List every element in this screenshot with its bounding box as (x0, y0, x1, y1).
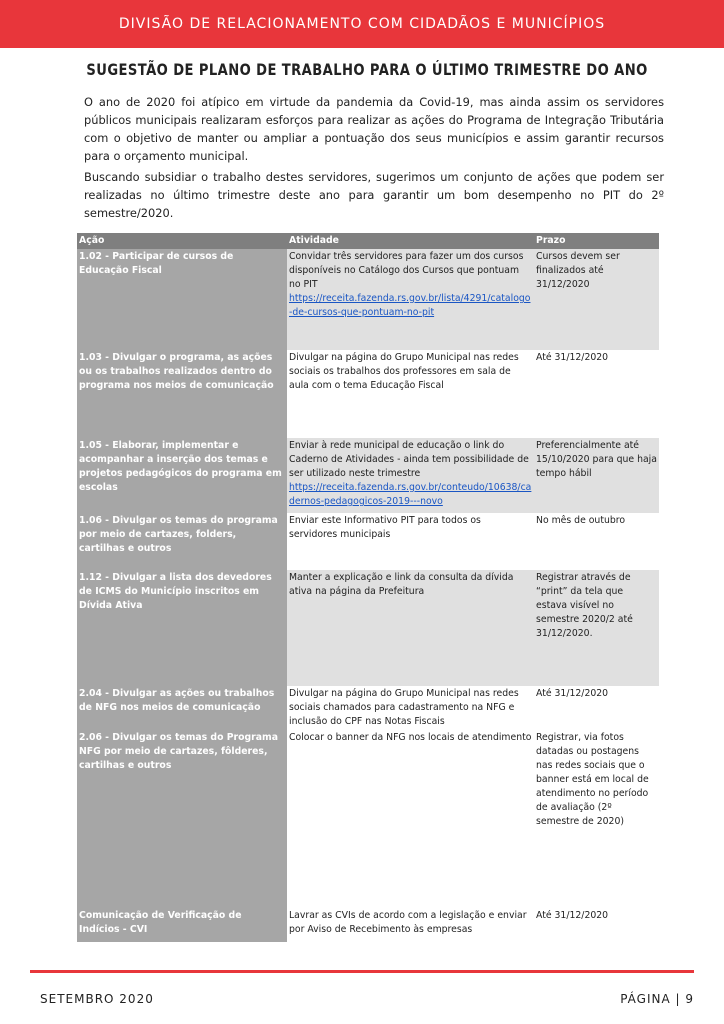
prazo-cell: Até 31/12/2020 (536, 352, 609, 363)
intro-paragraph-2: Buscando subsidiar o trabalho destes servidores, sugerimos um conjunto de ações que podem ser realizadas no último trimestre deste ano para garantir um bom desempenho no PIT do 2º semestre/2020. (84, 170, 664, 220)
table-row (77, 570, 659, 686)
footer-date: SETEMBRO 2020 (40, 992, 154, 1006)
acao-cell: 1.05 - Elaborar, implementar e acompanhar a inserção dos temas e projetos pedagógicos do programa em escolas (77, 438, 287, 513)
acao-cell: 2.06 - Divulgar os temas do Programa NFG por meio de cartazes, fôlderes, cartilhas e outros (77, 730, 287, 908)
footer-divider (30, 970, 694, 973)
footer-page-number: PÁGINA | 9 (620, 992, 694, 1006)
caderno-link[interactable]: https://receita.fazenda.rs.gov.br/conteudo/10638/cadernos-pedagogicos-2019---novo (289, 482, 532, 507)
prazo-cell: Preferencialmente até 15/10/2020 para que haja tempo hábil (534, 438, 659, 513)
prazo-cell: Até 31/12/2020 (536, 688, 609, 699)
acao-cell: 1.06 - Divulgar os temas do programa por meio de cartazes, folders, cartilhas e outros (77, 513, 287, 570)
atividade-cell: Lavrar as CVIs de acordo com a legislação e enviar por Aviso de Recebimento às empresas (289, 910, 527, 935)
table-row (77, 730, 659, 908)
top-banner (0, 0, 724, 48)
atividade-text: Convidar três servidores para fazer um dos cursos disponíveis no Catálogo dos Cursos que pontuam no PIT (289, 251, 524, 290)
banner-text: DIVISÃO DE RELACIONAMENTO COM CIDADÃOS E MUNICÍPIOS (118, 16, 606, 32)
header-acao: Ação (77, 233, 287, 249)
catalog-link[interactable]: https://receita.fazenda.rs.gov.br/lista/4291/catalogo-de-cursos-que-pontuam-no-pit (289, 293, 531, 318)
header-atividade: Atividade (287, 233, 534, 249)
acao-cell: 1.02 - Participar de cursos de Educação Fiscal (77, 249, 287, 350)
prazo-cell: Registrar através de “print” da tela que estava visível no semestre 2020/2 até 31/12/2020. (534, 570, 659, 686)
acao-cell: Comunicação de Verificação de Indícios - CVI (77, 908, 287, 942)
action-plan-table (77, 233, 659, 942)
table-row (77, 350, 659, 438)
table-row (77, 249, 659, 350)
atividade-cell: Divulgar na página do Grupo Municipal nas redes sociais os trabalhos dos professores em sala de aula com o tema Educação Fiscal (289, 352, 519, 391)
intro-text (84, 93, 664, 225)
table-header-row (77, 233, 659, 249)
atividade-text: Enviar à rede municipal de educação o link do Caderno de Atividades - ainda tem possibilidade de ser utilizado neste trimestre (289, 440, 529, 479)
page-title: SUGESTÃO DE PLANO DE TRABALHO PARA O ÚLTIMO TRIMESTRE DO ANO (86, 60, 648, 79)
atividade-cell (287, 249, 534, 350)
prazo-cell: Até 31/12/2020 (536, 910, 609, 921)
header-prazo: Prazo (534, 233, 659, 249)
prazo-cell: Cursos devem ser finalizados até 31/12/2020 (534, 249, 659, 350)
acao-cell: 2.04 - Divulgar as ações ou trabalhos de NFG nos meios de comunicação (77, 686, 287, 730)
atividade-cell: Colocar o banner da NFG nos locais de atendimento (289, 732, 532, 743)
intro-paragraph-1: O ano de 2020 foi atípico em virtude da pandemia da Covid-19, mas ainda assim os servidores públicos municipais realizaram esforços para realizar as ações do Programa de Integração Tributária com o objetivo de manter ou ampliar a pontuação dos seus municípios e assim garantir recursos para o orçamento municipal. (84, 95, 664, 163)
table-row (77, 908, 659, 942)
table-row (77, 686, 659, 730)
prazo-cell: No mês de outubro (536, 515, 626, 526)
prazo-cell: Registrar, via fotos datadas ou postagens nas redes sociais que o banner está em local de atendimento no período de avaliação (2º semestre de 2020) (536, 732, 649, 827)
atividade-cell: Divulgar na página do Grupo Municipal nas redes sociais chamados para cadastramento na NFG e inclusão do CPF nas Notas Fiscais (289, 688, 519, 727)
atividade-cell (287, 438, 534, 513)
table-row (77, 513, 659, 570)
atividade-cell: Manter a explicação e link da consulta da dívida ativa na página da Prefeitura (287, 570, 534, 686)
acao-cell: 1.03 - Divulgar o programa, as ações ou os trabalhos realizados dentro do programa nos meios de comunicação (77, 350, 287, 438)
acao-cell: 1.12 - Divulgar a lista dos devedores de ICMS do Município inscritos em Dívida Ativa (77, 570, 287, 686)
atividade-cell: Enviar este Informativo PIT para todos os servidores municipais (289, 515, 481, 540)
table-row (77, 438, 659, 513)
